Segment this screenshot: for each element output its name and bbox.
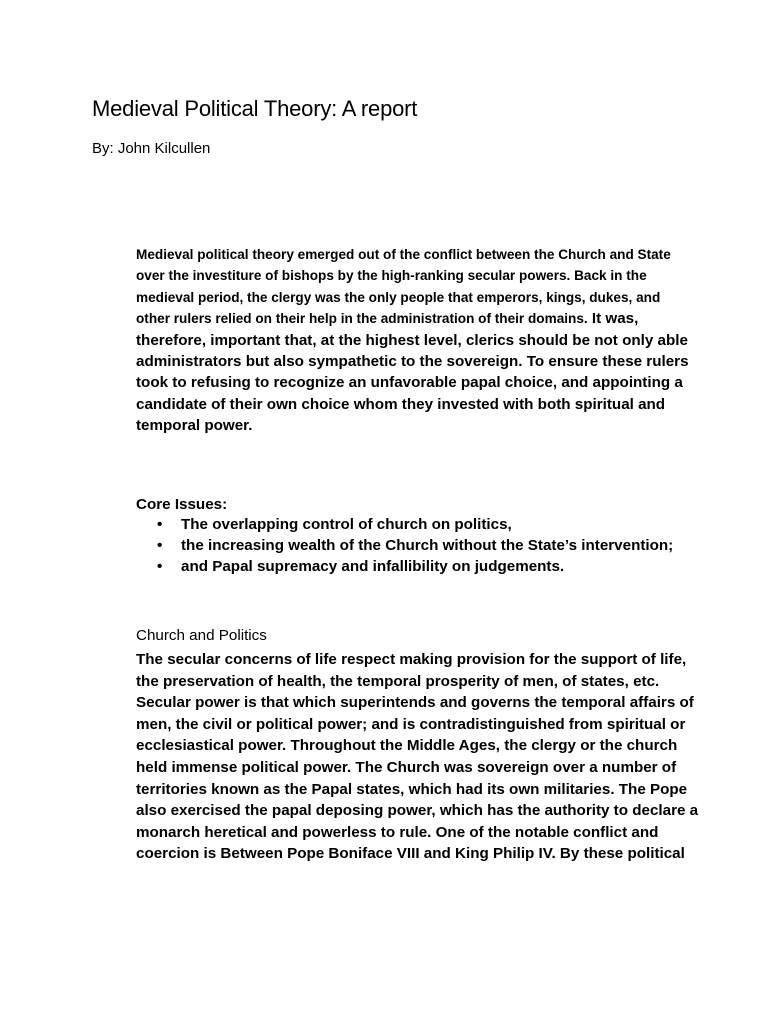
- author-byline: By: John Kilcullen: [92, 140, 211, 157]
- list-item-text: The overlapping control of church on politics,: [181, 516, 512, 533]
- core-issues-heading: Core Issues:: [136, 496, 228, 513]
- intro-text-small: Medieval political theory emerged out of the conflict between the Church and State over the investiture of bishops by the high-ranking secular powers. Back in the medieval period, the clergy was the only people that emperors, kings, dukes, and other rulers relied on their help in the administration of their domains.: [136, 247, 671, 327]
- list-item: [136, 556, 696, 577]
- church-and-politics-paragraph: The secular concerns of life respect making provision for the support of life, the preservation of health, the temporal prosperity of men, of states, etc. Secular power is that which superintends and governs the temporal affairs of men, the civil or political power; and is contradistinguished from spiritual or ecclesiastical power. Throughout the Middle Ages, the clergy or the church held immense political power. The Church was sovereign over a number of territories known as the Papal states, which had its own militaries. The Pope also exercised the papal deposing power, which has the authority to declare a monarch heretical and powerless to rule. One of the notable conflict and coercion is Between Pope Boniface VIII and King Philip IV. By these political: [136, 651, 699, 863]
- document-title: Medieval Political Theory: A report: [92, 96, 418, 121]
- intro-paragraph: [136, 244, 696, 437]
- list-item-text: and Papal supremacy and infallibility on judgements.: [181, 558, 565, 575]
- bullet-icon: •: [157, 516, 163, 533]
- bullet-icon: •: [157, 537, 163, 554]
- bullet-icon: •: [157, 558, 163, 575]
- intro-text-large: It was, therefore, important that, at the highest level, clerics should be not only able administrators but also sympathetic to the sovereign. To ensure these rulers took to refusing to recognize an unfavorable papal choice, and appointing a candidate of their own choice whom they invested with both spiritual and temporal power.: [136, 310, 689, 435]
- list-item: [136, 514, 696, 535]
- list-item-text: the increasing wealth of the Church without the State’s intervention;: [181, 537, 674, 554]
- list-item: [136, 535, 696, 556]
- church-and-politics-heading: Church and Politics: [136, 627, 267, 644]
- core-issues-list: [136, 514, 696, 577]
